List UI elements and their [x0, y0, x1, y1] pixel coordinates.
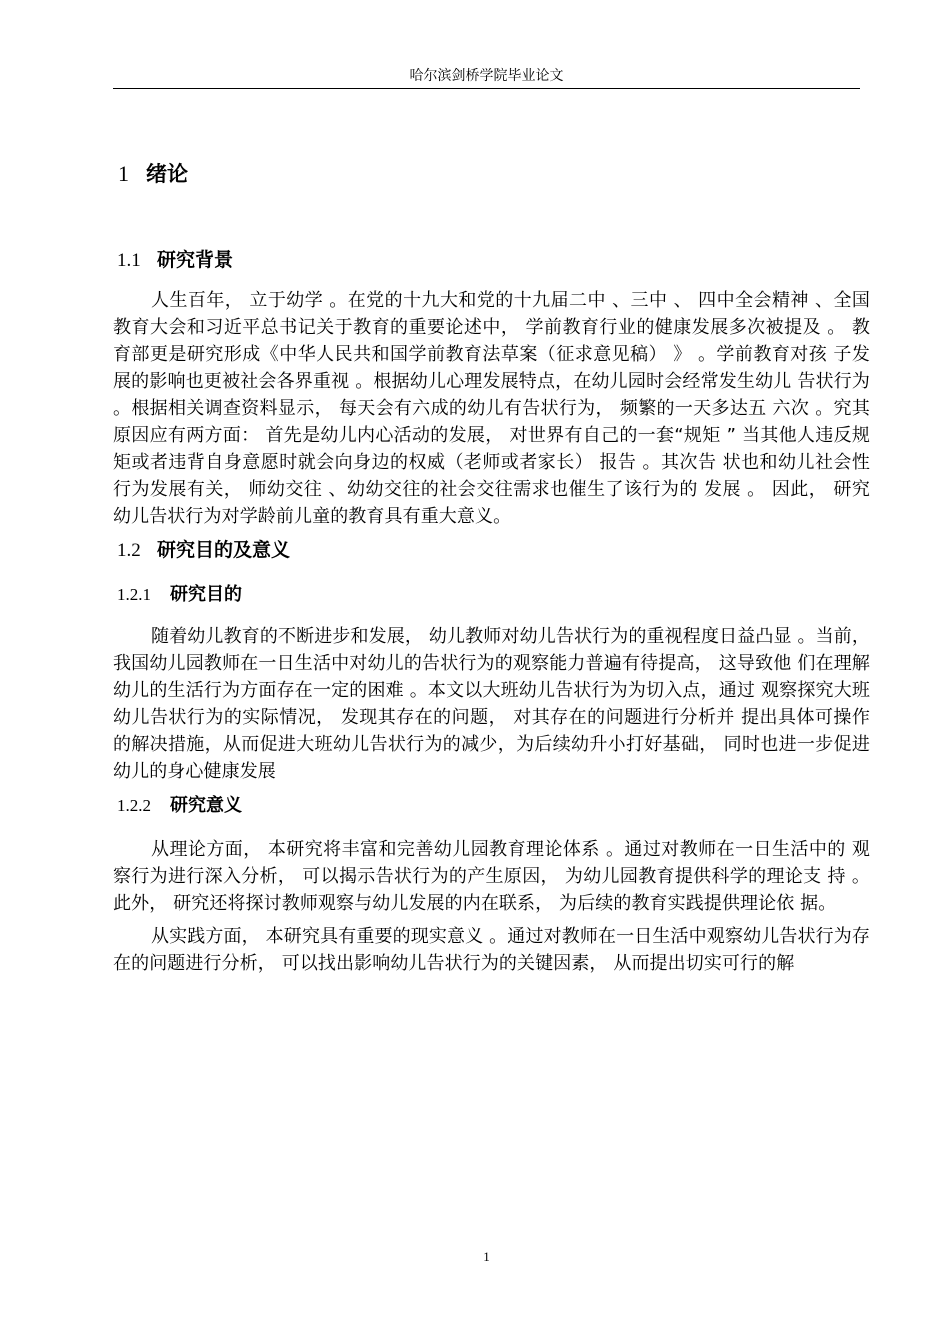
section-number: 1.2: [117, 540, 141, 561]
paragraph-significance-practice: 从实践方面， 本研究具有重要的现实意义 。通过对教师在一日生活中观察幼儿告状行为存在的问题进行分析， 可以找出影响幼儿告状行为的关键因素， 从而提出切实可行的解: [113, 926, 870, 974]
subsection-heading-1-2-2: [113, 791, 870, 817]
subsection-title: 研究意义: [170, 795, 242, 816]
page-number: 1: [483, 1249, 490, 1264]
chapter-heading: [113, 158, 870, 198]
subsection-heading-1-2-1: [113, 580, 870, 606]
running-header: 哈尔滨剑桥学院毕业论文: [409, 68, 564, 84]
chapter-number: 1: [118, 161, 129, 186]
section-heading-1-1: [113, 245, 870, 272]
page-body: [113, 158, 870, 977]
chapter-title: 绪论: [146, 162, 188, 186]
subsection-number: 1.2.1: [117, 585, 151, 604]
paragraph-purpose: 随着幼儿教育的不断进步和发展， 幼儿教师对幼儿告状行为的重视程度日益凸显 。当前， 我国幼儿园教师在一日生活中对幼儿的告状行为的观察能力普遍有待提高， 这导致他 们在理解幼儿的生活行为方面存在一定的困难 。本文以大班幼儿告状行为为切入点，通过 观察探究大班幼儿告状行为的实际情况， 发现其存在的问题， 对其存在的问题进行分析并 提出具体可操作的解决措施，从而促进大班幼儿告状行为的减少，为后续幼升小打好基础， 同时也进一步促进幼儿的身心健康发展: [113, 626, 870, 782]
section-title: 研究目的及意义: [157, 539, 291, 561]
section-number: 1.1: [117, 250, 141, 271]
section-title: 研究背景: [157, 249, 234, 271]
paragraph-significance-theory: 从理论方面， 本研究将丰富和完善幼儿园教育理论体系 。通过对教师在一日生活中的 观察行为进行深入分析， 可以揭示告状行为的产生原因， 为幼儿园教育提供科学的理论支 持 。此外， 研究还将探讨教师观察与幼儿发展的内在联系， 为后续的教育实践提供理论依 据。: [113, 839, 870, 914]
paragraph-background: 人生百年， 立于幼学 。在党的十九大和党的十九届二中 、三中 、 四中全会精神 、全国 教育大会和习近平总书记关于教育的重要论述中， 学前教育行业的健康发展多次被提及 。 教育部更是研究形成《中华人民共和国学前教育法草案（征求意见稿） 》 。学前教育对孩 子发展的影响也更被社会各界重视 。根据幼儿心理发展特点，在幼儿园时会经常发生幼儿 告状行为 。根据相关调查资料显示， 每天会有六成的幼儿有告状行为， 频繁的一天多达五 六次 。究其原因应有两方面： 首先是幼儿内心活动的发展， 对世界有自己的一套“规矩 ” 当其他人违反规矩或者违背自身意愿时就会向身边的权威（老师或者家长） 报告 。其次告 状也和幼儿社会性行为发展有关， 师幼交往 、幼幼交往的社会交往需求也催生了该行为的 发展 。 因此， 研究幼儿告状行为对学龄前儿童的教育具有重大意义。: [113, 290, 870, 527]
header-rule: [113, 88, 860, 89]
subsection-number: 1.2.2: [117, 796, 151, 815]
subsection-title: 研究目的: [170, 584, 242, 605]
section-heading-1-2: [113, 535, 870, 562]
